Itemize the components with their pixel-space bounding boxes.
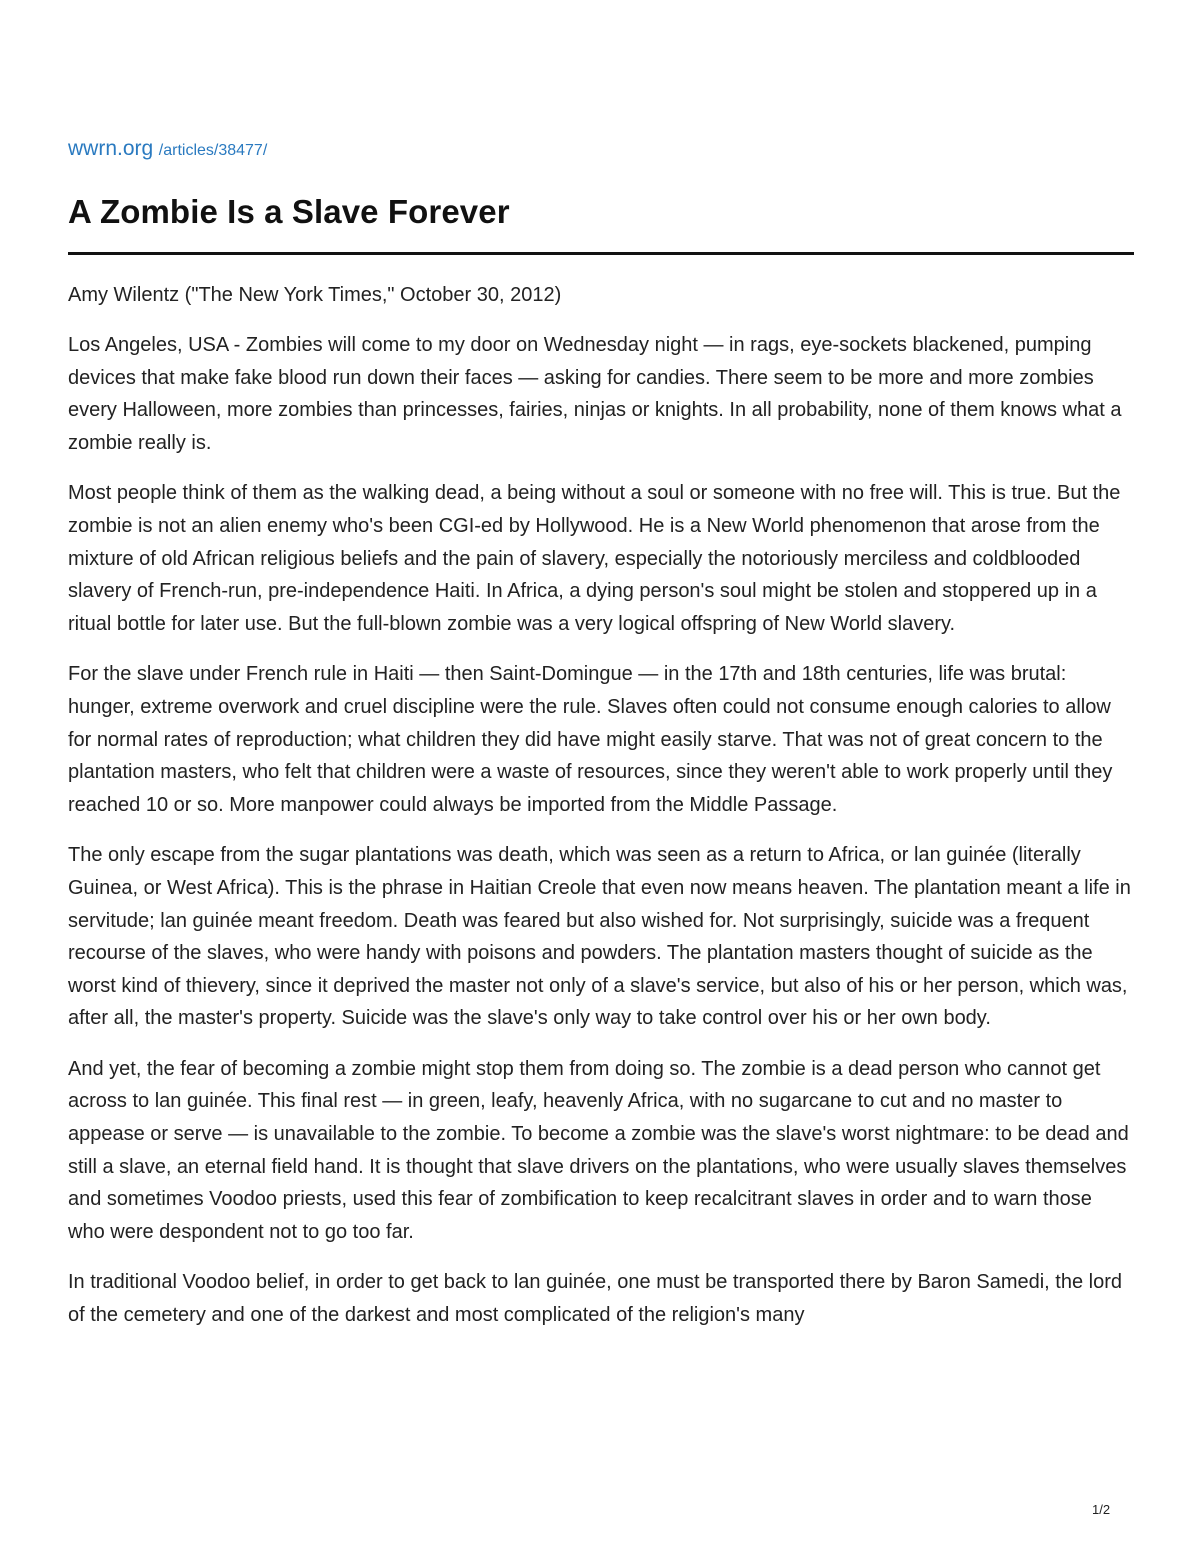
page-number: 1/2	[1092, 1502, 1111, 1517]
title-divider	[68, 252, 1134, 255]
article-paragraph-5: And yet, the fear of becoming a zombie might stop them from doing so. The zombie is a dead person who cannot get across to lan guinée. This final rest — in green, leafy, heavenly Africa, with no sugarcane to cut and no master to appease or serve — is unavailable to the zombie. To become a zombie was the slave's worst nightmare: to be dead and still a slave, an eternal field hand. It is thought that slave drivers on the plantations, who were usually slaves themselves and sometimes Voodoo priests, used this fear of zombification to keep recalcitrant slaves in order and to warn those who were despondent not to go too far.	[68, 1057, 1129, 1243]
article-paragraph-6: In traditional Voodoo belief, in order to get back to lan guinée, one must be transported there by Baron Samedi, the lord of the cemetery and one of the darkest and most complicated of the religion's many	[68, 1271, 1123, 1327]
article-paragraph-1: Los Angeles, USA - Zombies will come to my door on Wednesday night — in rags, eye-sockets blackened, pumping devices that make fake blood run down their faces — asking for candies. There seem to be more and more zombies every Halloween, more zombies than princesses, fairies, ninjas or knights. In all probability, none of them knows what a zombie really is.	[68, 334, 1122, 454]
article-paragraph-3: For the slave under French rule in Haiti — then Saint-Domingue — in the 17th and 18th centuries, life was brutal: hunger, extreme overwork and cruel discipline were the rule. Slaves often could not consume enough calories to allow for normal rates of reproduction; what children they did have might easily starve. That was not of great concern to the plantation masters, who felt that children were a waste of resources, since they weren't able to work properly until they reached 10 or so. More manpower could always be imported from the Middle Passage.	[68, 663, 1113, 816]
article-paragraph-4: The only escape from the sugar plantations was death, which was seen as a return to Africa, or lan guinée (literally Guinea, or West Africa). This is the phrase in Haitian Creole that even now means heaven. The plantation meant a life in servitude; lan guinée meant freedom. Death was feared but also wished for. Not surprisingly, suicide was a frequent recourse of the slaves, who were handy with poisons and powders. The plantation masters thought of suicide as the worst kind of thievery, since it deprived the master not only of a slave's service, but also of his or her person, which was, after all, the master's property. Suicide was the slave's only way to take control over his or her own body.	[68, 844, 1131, 1030]
source-link[interactable]	[68, 132, 1134, 166]
article-title: A Zombie Is a Slave Forever	[68, 193, 510, 230]
article-byline: Amy Wilentz ("The New York Times," October 30, 2012)	[68, 284, 562, 306]
source-domain-link[interactable]: wwrn.org	[68, 137, 154, 160]
document-page	[68, 132, 1134, 1332]
article-paragraph-2: Most people think of them as the walking dead, a being without a soul or someone with no free will. This is true. But the zombie is not an alien enemy who's been CGI-ed by Hollywood. He is a New World phenomenon that arose from the mixture of old African religious beliefs and the pain of slavery, especially the notoriously merciless and coldblooded slavery of French-run, pre-independence Haiti. In Africa, a dying person's soul might be stolen and stoppered up in a ritual bottle for later use. But the full-blown zombie was a very logical offspring of New World slavery.	[68, 482, 1121, 635]
source-path-link[interactable]: /articles/38477/	[158, 142, 268, 159]
